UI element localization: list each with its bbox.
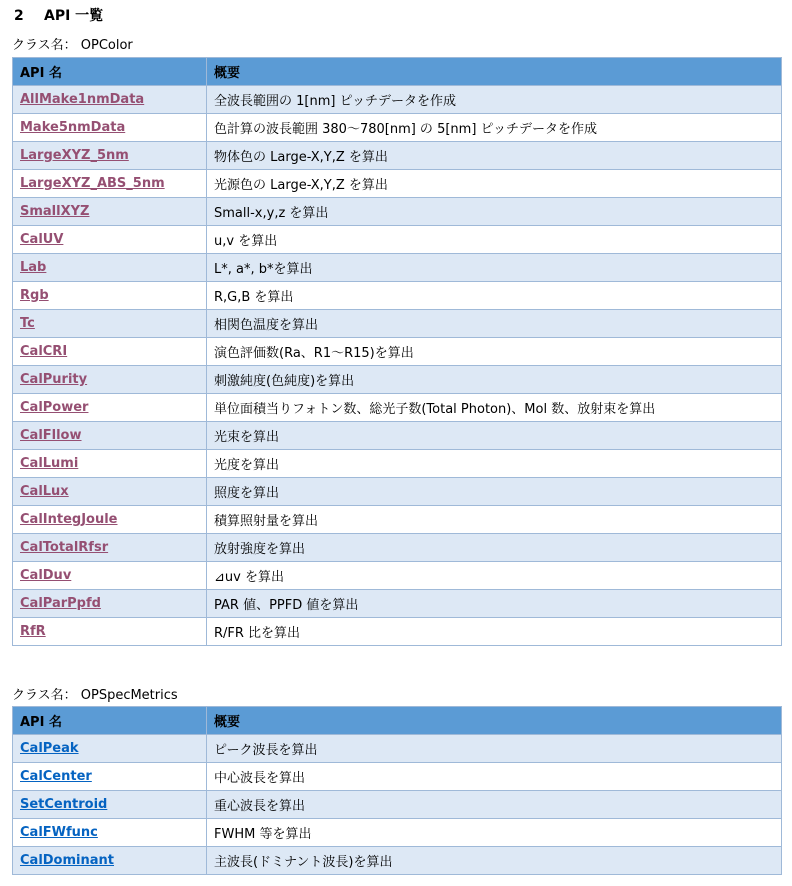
api-description: 光度を算出 bbox=[207, 450, 782, 478]
api-name-cell bbox=[13, 763, 207, 791]
api-description: 刺激純度(色純度)を算出 bbox=[207, 366, 782, 394]
table-row bbox=[13, 478, 782, 506]
api-name-cell bbox=[13, 226, 207, 254]
api-name-cell bbox=[13, 114, 207, 142]
api-name-link[interactable]: Tc bbox=[20, 316, 35, 331]
api-name-link[interactable]: CalLux bbox=[20, 484, 69, 499]
api-name-link[interactable]: CalFllow bbox=[20, 428, 82, 443]
table-row bbox=[13, 562, 782, 590]
api-name-cell bbox=[13, 422, 207, 450]
api-name-cell bbox=[13, 366, 207, 394]
api-name-cell bbox=[13, 618, 207, 646]
api-name-cell bbox=[13, 170, 207, 198]
api-table-opcolor bbox=[12, 57, 782, 646]
api-description: 重心波長を算出 bbox=[207, 791, 782, 819]
api-name-link[interactable]: CalLumi bbox=[20, 456, 79, 471]
api-name-link[interactable]: CalPeak bbox=[20, 741, 79, 756]
api-name-link[interactable]: CalFWfunc bbox=[20, 825, 98, 840]
api-description: 色計算の波長範囲 380～780[nm] の 5[nm] ピッチデータを作成 bbox=[207, 114, 782, 142]
api-table-opspecmetrics bbox=[12, 706, 782, 875]
api-description: 演色評価数(Ra、R1～R15)を算出 bbox=[207, 338, 782, 366]
header-description: 概要 bbox=[207, 58, 782, 86]
table-row bbox=[13, 114, 782, 142]
api-description: 主波長(ドミナント波長)を算出 bbox=[207, 847, 782, 875]
api-name-link[interactable]: AllMake1nmData bbox=[20, 92, 145, 107]
class-label-opspecmetrics: クラス名： OPSpecMetrics bbox=[12, 688, 178, 703]
section-number: 2 bbox=[14, 8, 24, 24]
api-name-link[interactable]: CalPurity bbox=[20, 372, 88, 387]
table-header-row bbox=[13, 58, 782, 86]
api-description: 光束を算出 bbox=[207, 422, 782, 450]
api-name-link[interactable]: RfR bbox=[20, 624, 46, 639]
table-row bbox=[13, 366, 782, 394]
api-name-link[interactable]: CalUV bbox=[20, 232, 64, 247]
api-description: PAR 値、PPFD 値を算出 bbox=[207, 590, 782, 618]
api-name-cell bbox=[13, 394, 207, 422]
table-row bbox=[13, 254, 782, 282]
api-description: R,G,B を算出 bbox=[207, 282, 782, 310]
api-description: FWHM 等を算出 bbox=[207, 819, 782, 847]
table-row bbox=[13, 422, 782, 450]
table-row bbox=[13, 394, 782, 422]
api-name-cell bbox=[13, 847, 207, 875]
api-name-link[interactable]: CalDominant bbox=[20, 853, 114, 868]
table-row bbox=[13, 142, 782, 170]
api-description: ⊿uv を算出 bbox=[207, 562, 782, 590]
api-name-link[interactable]: CalIntegJoule bbox=[20, 512, 118, 527]
api-name-link[interactable]: Rgb bbox=[20, 288, 49, 303]
table-row bbox=[13, 763, 782, 791]
header-api-name: API 名 bbox=[13, 58, 207, 86]
section-title-text: API 一覧 bbox=[44, 8, 104, 24]
api-name-link[interactable]: CalPower bbox=[20, 400, 89, 415]
api-name-cell bbox=[13, 534, 207, 562]
api-name-link[interactable]: LargeXYZ_5nm bbox=[20, 148, 129, 163]
api-name-link[interactable]: CalTotalRfsr bbox=[20, 540, 109, 555]
api-name-link[interactable]: CalDuv bbox=[20, 568, 72, 583]
table-row bbox=[13, 506, 782, 534]
api-name-cell bbox=[13, 819, 207, 847]
api-name-cell bbox=[13, 282, 207, 310]
api-name-cell bbox=[13, 791, 207, 819]
api-description: ピーク波長を算出 bbox=[207, 735, 782, 763]
table-row bbox=[13, 618, 782, 646]
api-description: 光源色の Large-X,Y,Z を算出 bbox=[207, 170, 782, 198]
api-name-cell bbox=[13, 506, 207, 534]
api-description: 照度を算出 bbox=[207, 478, 782, 506]
api-name-link[interactable]: SetCentroid bbox=[20, 797, 108, 812]
api-name-link[interactable]: SmallXYZ bbox=[20, 204, 90, 219]
table-row bbox=[13, 819, 782, 847]
table-row bbox=[13, 450, 782, 478]
table-row bbox=[13, 226, 782, 254]
section-heading bbox=[14, 5, 103, 25]
api-name-cell bbox=[13, 735, 207, 763]
table-header-row bbox=[13, 707, 782, 735]
class-label-opcolor: クラス名： OPColor bbox=[12, 38, 133, 53]
api-description: 単位面積当りフォトン数、総光子数(Total Photon)、Mol 数、放射束を算出 bbox=[207, 394, 782, 422]
api-name-cell bbox=[13, 450, 207, 478]
table-row bbox=[13, 86, 782, 114]
api-name-cell bbox=[13, 254, 207, 282]
api-description: R/FR 比を算出 bbox=[207, 618, 782, 646]
api-name-link[interactable]: CalParPpfd bbox=[20, 596, 101, 611]
api-name-cell bbox=[13, 590, 207, 618]
api-description: Small-x,y,z を算出 bbox=[207, 198, 782, 226]
table-row bbox=[13, 310, 782, 338]
api-name-cell bbox=[13, 86, 207, 114]
table-row bbox=[13, 590, 782, 618]
api-name-cell bbox=[13, 142, 207, 170]
api-name-link[interactable]: Make5nmData bbox=[20, 120, 126, 135]
api-description: 放射強度を算出 bbox=[207, 534, 782, 562]
table-row bbox=[13, 198, 782, 226]
table-row bbox=[13, 791, 782, 819]
header-api-name: API 名 bbox=[13, 707, 207, 735]
api-description: 積算照射量を算出 bbox=[207, 506, 782, 534]
api-name-cell bbox=[13, 310, 207, 338]
api-name-cell bbox=[13, 562, 207, 590]
table-row bbox=[13, 847, 782, 875]
table-row bbox=[13, 170, 782, 198]
api-description: L*, a*, b*を算出 bbox=[207, 254, 782, 282]
api-description: 全波長範囲の 1[nm] ピッチデータを作成 bbox=[207, 86, 782, 114]
api-description: 物体色の Large-X,Y,Z を算出 bbox=[207, 142, 782, 170]
api-name-link[interactable]: CalCRI bbox=[20, 344, 68, 359]
api-name-link[interactable]: LargeXYZ_ABS_5nm bbox=[20, 176, 165, 191]
api-name-link[interactable]: CalCenter bbox=[20, 769, 92, 784]
table-row bbox=[13, 282, 782, 310]
api-description: 相関色温度を算出 bbox=[207, 310, 782, 338]
api-description: u,v を算出 bbox=[207, 226, 782, 254]
api-description: 中心波長を算出 bbox=[207, 763, 782, 791]
api-name-cell bbox=[13, 338, 207, 366]
api-name-cell bbox=[13, 478, 207, 506]
api-name-cell bbox=[13, 198, 207, 226]
api-name-link[interactable]: Lab bbox=[20, 260, 47, 275]
table-row bbox=[13, 735, 782, 763]
table-row bbox=[13, 338, 782, 366]
table-row bbox=[13, 534, 782, 562]
header-description: 概要 bbox=[207, 707, 782, 735]
